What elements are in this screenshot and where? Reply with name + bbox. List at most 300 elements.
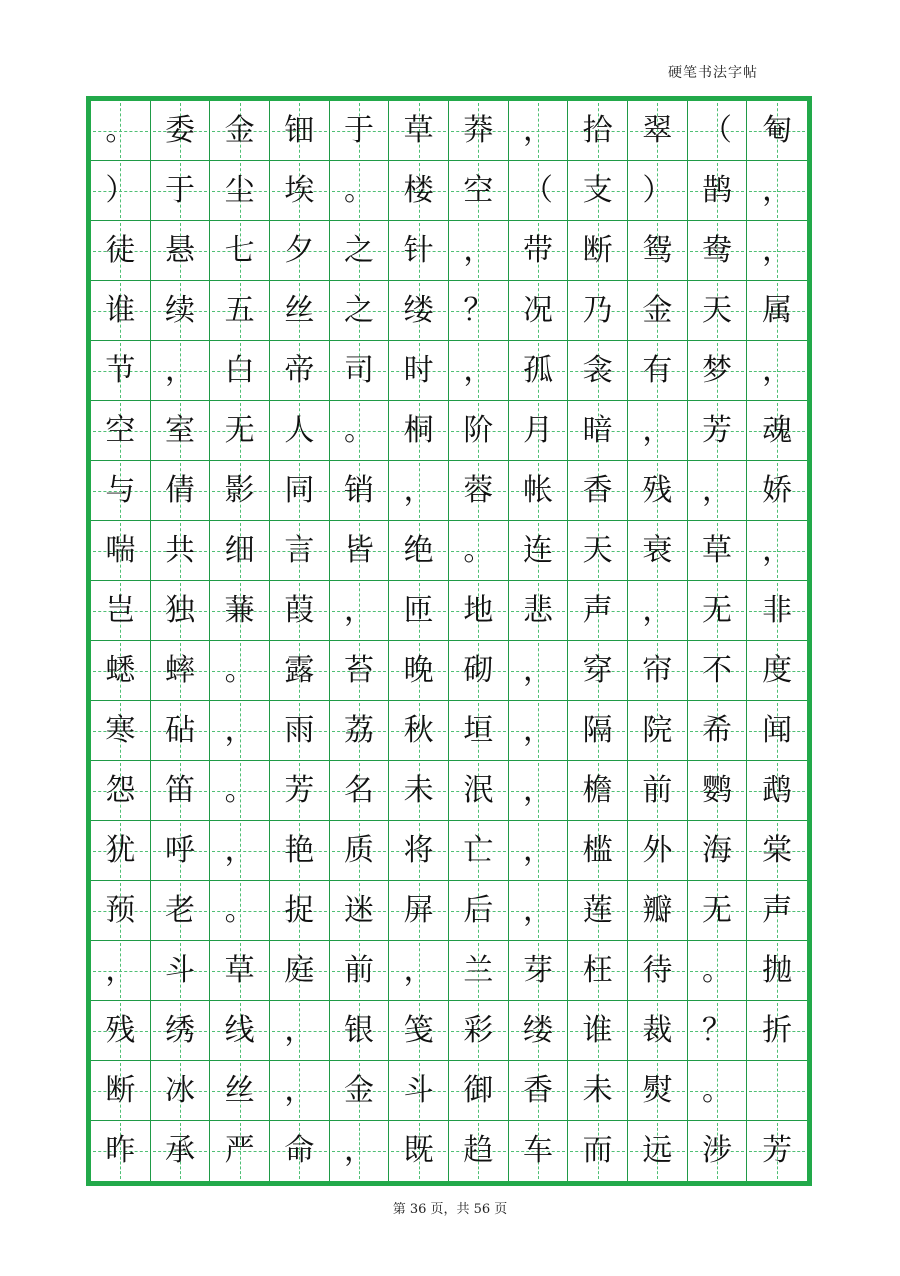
grid-character: 鹊 [701, 172, 732, 208]
grid-cell [270, 521, 330, 581]
grid-character: 岂 [105, 592, 136, 628]
grid-cell [747, 641, 807, 701]
grid-character: 与 [105, 472, 136, 508]
grid-cell [270, 761, 330, 821]
grid-cell [91, 1061, 151, 1121]
grid-character: ， [284, 1012, 315, 1048]
grid-cell [747, 1121, 807, 1181]
grid-character: 阶 [463, 412, 494, 448]
grid-cell [210, 821, 270, 881]
grid-cell [568, 821, 628, 881]
grid-character: ， [463, 232, 494, 268]
grid-cell [270, 221, 330, 281]
grid-cell [330, 1061, 390, 1121]
grid-character: 独 [164, 592, 195, 628]
grid-cell [449, 101, 509, 161]
grid-cell [509, 101, 569, 161]
grid-cell [151, 341, 211, 401]
grid-character: 喘 [105, 532, 136, 568]
grid-cell [330, 881, 390, 941]
grid-cell [389, 281, 449, 341]
grid-character: 节 [105, 352, 136, 388]
grid-character: ？ [463, 292, 494, 328]
grid-cell [91, 161, 151, 221]
grid-character: 于 [343, 112, 374, 148]
grid-cell [628, 101, 688, 161]
grid-character: 地 [463, 592, 494, 628]
grid-cell [568, 761, 628, 821]
grid-cell [210, 641, 270, 701]
grid-character: 共 [164, 532, 195, 568]
grid-cell [688, 881, 748, 941]
grid-character: 夕 [284, 232, 315, 268]
grid-character: 钿 [284, 112, 315, 148]
grid-character: 金 [343, 1072, 374, 1108]
grid-cell [688, 521, 748, 581]
grid-character: ， [164, 352, 195, 388]
grid-cell [210, 1001, 270, 1061]
grid-character: 葭 [284, 592, 315, 628]
grid-character: 人 [284, 412, 315, 448]
grid-cell [270, 341, 330, 401]
grid-cell [330, 521, 390, 581]
grid-character: 翠 [642, 112, 673, 148]
grid-character: 同 [284, 472, 315, 508]
grid-character: ， [284, 1072, 315, 1108]
grid-cell [389, 1121, 449, 1181]
grid-cell [688, 1001, 748, 1061]
grid-cell [509, 881, 569, 941]
grid-cell [270, 461, 330, 521]
grid-cell [210, 281, 270, 341]
grid-character: 。 [224, 652, 255, 688]
grid-character: 非 [762, 592, 793, 628]
grid-cell [509, 341, 569, 401]
grid-cell [151, 401, 211, 461]
grid-character: 悲 [522, 592, 553, 628]
grid-cell [449, 821, 509, 881]
grid-cell [270, 281, 330, 341]
grid-cell [568, 1001, 628, 1061]
grid-character: 。 [701, 1072, 732, 1108]
grid-character: 影 [224, 472, 255, 508]
grid-character: 既 [403, 1133, 434, 1168]
grid-cell [151, 581, 211, 641]
grid-cell [509, 641, 569, 701]
grid-cell [91, 341, 151, 401]
grid-cell [270, 161, 330, 221]
grid-character: 无 [224, 412, 255, 448]
grid-cell [509, 161, 569, 221]
grid-character: ） [642, 172, 673, 208]
grid-character: 笺 [403, 1012, 434, 1048]
grid-cell [449, 161, 509, 221]
grid-cell [568, 1061, 628, 1121]
grid-character: 莲 [582, 892, 613, 928]
grid-cell [389, 821, 449, 881]
grid-cell [91, 101, 151, 161]
grid-character: 闻 [762, 712, 793, 748]
grid-cell [747, 1061, 807, 1121]
grid-character: 。 [463, 532, 494, 568]
grid-character: 晚 [403, 652, 434, 688]
grid-character: 海 [701, 832, 732, 868]
grid-cell [330, 101, 390, 161]
grid-character: 尘 [224, 172, 255, 208]
grid-character: 穿 [582, 652, 613, 688]
grid-character: 后 [463, 892, 494, 928]
grid-cell [91, 881, 151, 941]
grid-character: 缕 [522, 1012, 553, 1048]
grid-cell [91, 461, 151, 521]
grid-cell [210, 401, 270, 461]
grid-cell [389, 941, 449, 1001]
grid-cell [151, 281, 211, 341]
grid-character: 将 [403, 832, 434, 868]
grid-cell [449, 221, 509, 281]
grid-character: 时 [403, 352, 434, 388]
grid-cell [449, 581, 509, 641]
grid-character: ， [403, 952, 434, 988]
grid-character: 声 [582, 592, 613, 628]
grid-cell [389, 761, 449, 821]
grid-character: 苔 [343, 652, 374, 688]
grid-character: 笛 [164, 772, 195, 808]
grid-cell [210, 1061, 270, 1121]
grid-character: ， [522, 652, 553, 688]
grid-cell [270, 641, 330, 701]
grid-cell [747, 401, 807, 461]
grid-cell [449, 1061, 509, 1121]
grid-character: ， [522, 112, 553, 148]
grid-cell [210, 761, 270, 821]
grid-character: 金 [224, 112, 255, 148]
grid-character: 室 [164, 412, 195, 448]
grid-cell [210, 581, 270, 641]
grid-cell [389, 341, 449, 401]
grid-cell [151, 1061, 211, 1121]
grid-character: 棠 [762, 832, 793, 868]
grid-cell [270, 701, 330, 761]
grid-character: 草 [403, 112, 434, 148]
grid-cell [568, 581, 628, 641]
grid-character: 销 [343, 472, 374, 508]
grid-character: 质 [343, 832, 374, 868]
grid-cell [330, 821, 390, 881]
grid-character: （ [522, 172, 553, 208]
grid-cell [628, 161, 688, 221]
grid-cell [151, 941, 211, 1001]
grid-character: ， [343, 592, 374, 628]
grid-cell [389, 101, 449, 161]
grid-character: 埃 [284, 172, 315, 208]
grid-character: 拾 [582, 112, 613, 148]
grid-character: 亡 [463, 832, 494, 868]
grid-cell [688, 401, 748, 461]
grid-character: 乃 [582, 292, 613, 328]
grid-cell [568, 161, 628, 221]
grid-cell [747, 341, 807, 401]
character-grid [91, 101, 807, 1181]
grid-cell [449, 641, 509, 701]
page-number: 第 36 页，共 56 页 [392, 1202, 508, 1217]
grid-character: ， [105, 952, 136, 988]
grid-character: 熨 [642, 1072, 673, 1108]
grid-character: 绣 [164, 1012, 195, 1048]
grid-character: 斗 [164, 952, 195, 988]
grid-character: 迷 [343, 892, 374, 928]
grid-character: 断 [105, 1072, 136, 1108]
grid-character: 檐 [582, 772, 613, 808]
grid-cell [509, 281, 569, 341]
grid-character: 续 [164, 292, 195, 328]
grid-character: 司 [343, 352, 374, 388]
grid-character: 魂 [762, 412, 793, 448]
grid-character: 御 [463, 1072, 494, 1108]
grid-character: 支 [582, 172, 613, 208]
grid-cell [747, 161, 807, 221]
grid-cell [389, 521, 449, 581]
grid-cell [389, 221, 449, 281]
grid-character: 属 [762, 292, 793, 328]
grid-character: 希 [701, 712, 732, 748]
grid-character: 空 [463, 172, 494, 208]
grid-character: 兰 [463, 952, 494, 988]
grid-cell [449, 1121, 509, 1181]
grid-character: 白 [224, 352, 255, 388]
grid-character: ， [463, 352, 494, 388]
grid-character: 丝 [284, 292, 315, 328]
grid-character: 蟋 [105, 652, 136, 688]
grid-character: ， [224, 832, 255, 868]
grid-cell [330, 761, 390, 821]
grid-character: ， [642, 412, 673, 448]
grid-cell [509, 821, 569, 881]
grid-character: 蓉 [463, 472, 494, 508]
grid-character: 月 [522, 412, 553, 448]
grid-cell [151, 101, 211, 161]
grid-cell [688, 641, 748, 701]
grid-cell [688, 821, 748, 881]
grid-character: 委 [164, 112, 195, 148]
grid-cell [449, 881, 509, 941]
grid-cell [688, 281, 748, 341]
grid-cell [747, 101, 807, 161]
grid-character: 断 [582, 232, 613, 268]
grid-cell [568, 461, 628, 521]
grid-cell [270, 1001, 330, 1061]
grid-cell [449, 341, 509, 401]
grid-character: 度 [762, 652, 793, 688]
grid-cell [747, 821, 807, 881]
grid-character: ， [701, 472, 732, 508]
grid-cell [91, 221, 151, 281]
grid-character: 桐 [403, 412, 434, 448]
grid-character: 彩 [463, 1012, 494, 1048]
grid-character: 缕 [403, 292, 434, 328]
grid-character: 艳 [284, 832, 315, 868]
grid-character: 待 [642, 952, 673, 988]
grid-character: 残 [105, 1012, 136, 1048]
grid-character: 绝 [403, 532, 434, 568]
grid-cell [449, 761, 509, 821]
grid-cell [151, 701, 211, 761]
grid-cell [568, 521, 628, 581]
grid-character: 鸳 [642, 232, 673, 268]
grid-cell [151, 161, 211, 221]
grid-cell [151, 461, 211, 521]
grid-cell [509, 221, 569, 281]
grid-character: 于 [164, 172, 195, 208]
grid-character: 连 [522, 532, 553, 568]
grid-character: 帘 [642, 652, 673, 688]
grid-character: 砧 [164, 712, 195, 748]
grid-character: 徒 [105, 232, 136, 268]
grid-character: 针 [403, 232, 434, 268]
grid-cell [270, 101, 330, 161]
grid-cell [688, 941, 748, 1001]
grid-character: 天 [701, 292, 732, 328]
grid-character: 露 [284, 652, 315, 688]
grid-cell [389, 1061, 449, 1121]
grid-character: 隔 [582, 712, 613, 748]
grid-cell [688, 161, 748, 221]
grid-cell [151, 521, 211, 581]
grid-cell [151, 1121, 211, 1181]
grid-cell [91, 641, 151, 701]
grid-cell [91, 401, 151, 461]
grid-cell [270, 881, 330, 941]
grid-character: （ [701, 112, 732, 148]
grid-character: 孤 [522, 352, 553, 388]
grid-character: 有 [642, 352, 673, 388]
grid-character: 七 [224, 232, 255, 268]
grid-cell [568, 341, 628, 401]
grid-cell [747, 941, 807, 1001]
grid-cell [270, 941, 330, 1001]
grid-character: 荔 [343, 712, 374, 748]
grid-cell [151, 761, 211, 821]
grid-cell [628, 821, 688, 881]
grid-character: 槛 [582, 832, 613, 868]
grid-character: 。 [343, 172, 374, 208]
grid-character: 车 [522, 1133, 553, 1168]
grid-character: 之 [343, 292, 374, 328]
grid-cell [688, 341, 748, 401]
grid-cell [330, 1001, 390, 1061]
grid-character: 怨 [105, 772, 136, 808]
grid-cell [210, 341, 270, 401]
grid-character: 。 [701, 952, 732, 988]
grid-cell [91, 821, 151, 881]
grid-cell [568, 701, 628, 761]
grid-character: 院 [642, 712, 673, 748]
grid-character: 未 [582, 1072, 613, 1108]
grid-character: 皆 [343, 532, 374, 568]
grid-character: ， [522, 832, 553, 868]
grid-cell [389, 881, 449, 941]
grid-character: 远 [642, 1133, 673, 1168]
grid-character: 预 [105, 892, 136, 928]
grid-character: 庭 [284, 952, 315, 988]
grid-character: 昨 [105, 1133, 136, 1168]
grid-character: 屏 [403, 892, 434, 928]
grid-character: 匝 [403, 592, 434, 628]
grid-character: ， [343, 1133, 374, 1168]
grid-cell [509, 701, 569, 761]
grid-character: 前 [343, 952, 374, 988]
grid-character: ） [105, 172, 136, 208]
grid-cell [91, 1001, 151, 1061]
grid-cell [628, 221, 688, 281]
grid-character: 不 [701, 652, 732, 688]
grid-cell [91, 701, 151, 761]
grid-cell [747, 701, 807, 761]
grid-character: 泯 [463, 772, 494, 808]
grid-cell [449, 941, 509, 1001]
grid-character: 涉 [701, 1133, 732, 1168]
grid-character: 残 [642, 472, 673, 508]
grid-character: 天 [582, 532, 613, 568]
grid-cell [628, 1061, 688, 1121]
grid-cell [747, 461, 807, 521]
grid-cell [628, 761, 688, 821]
grid-cell [330, 701, 390, 761]
grid-cell [449, 401, 509, 461]
grid-cell [628, 941, 688, 1001]
grid-cell [330, 281, 390, 341]
page-header-title: 硬笔书法字帖 [668, 65, 758, 81]
grid-character: 芳 [701, 412, 732, 448]
grid-cell [747, 221, 807, 281]
grid-cell [628, 521, 688, 581]
grid-character: 呼 [164, 832, 195, 868]
grid-cell [330, 161, 390, 221]
grid-character: 芽 [522, 952, 553, 988]
grid-cell [688, 1061, 748, 1121]
grid-cell [449, 521, 509, 581]
grid-character: ， [762, 172, 793, 208]
grid-cell [91, 941, 151, 1001]
grid-cell [389, 161, 449, 221]
grid-character: ， [522, 892, 553, 928]
grid-cell [151, 641, 211, 701]
grid-cell [210, 221, 270, 281]
grid-cell [389, 1001, 449, 1061]
grid-character: 暗 [582, 412, 613, 448]
grid-character: 寒 [105, 712, 136, 748]
grid-character: 匎 [762, 112, 793, 148]
grid-cell [210, 1121, 270, 1181]
grid-cell [91, 581, 151, 641]
grid-cell [509, 521, 569, 581]
grid-cell [568, 881, 628, 941]
grid-cell [270, 401, 330, 461]
grid-character: 承 [164, 1133, 195, 1168]
grid-character: ， [762, 532, 793, 568]
grid-character: 趋 [463, 1133, 494, 1168]
grid-cell [330, 341, 390, 401]
grid-cell [509, 1001, 569, 1061]
grid-cell [330, 641, 390, 701]
grid-cell [330, 401, 390, 461]
grid-character: 之 [343, 232, 374, 268]
grid-cell [210, 701, 270, 761]
grid-cell [389, 461, 449, 521]
grid-cell [568, 641, 628, 701]
grid-cell [449, 701, 509, 761]
grid-character: 。 [224, 892, 255, 928]
